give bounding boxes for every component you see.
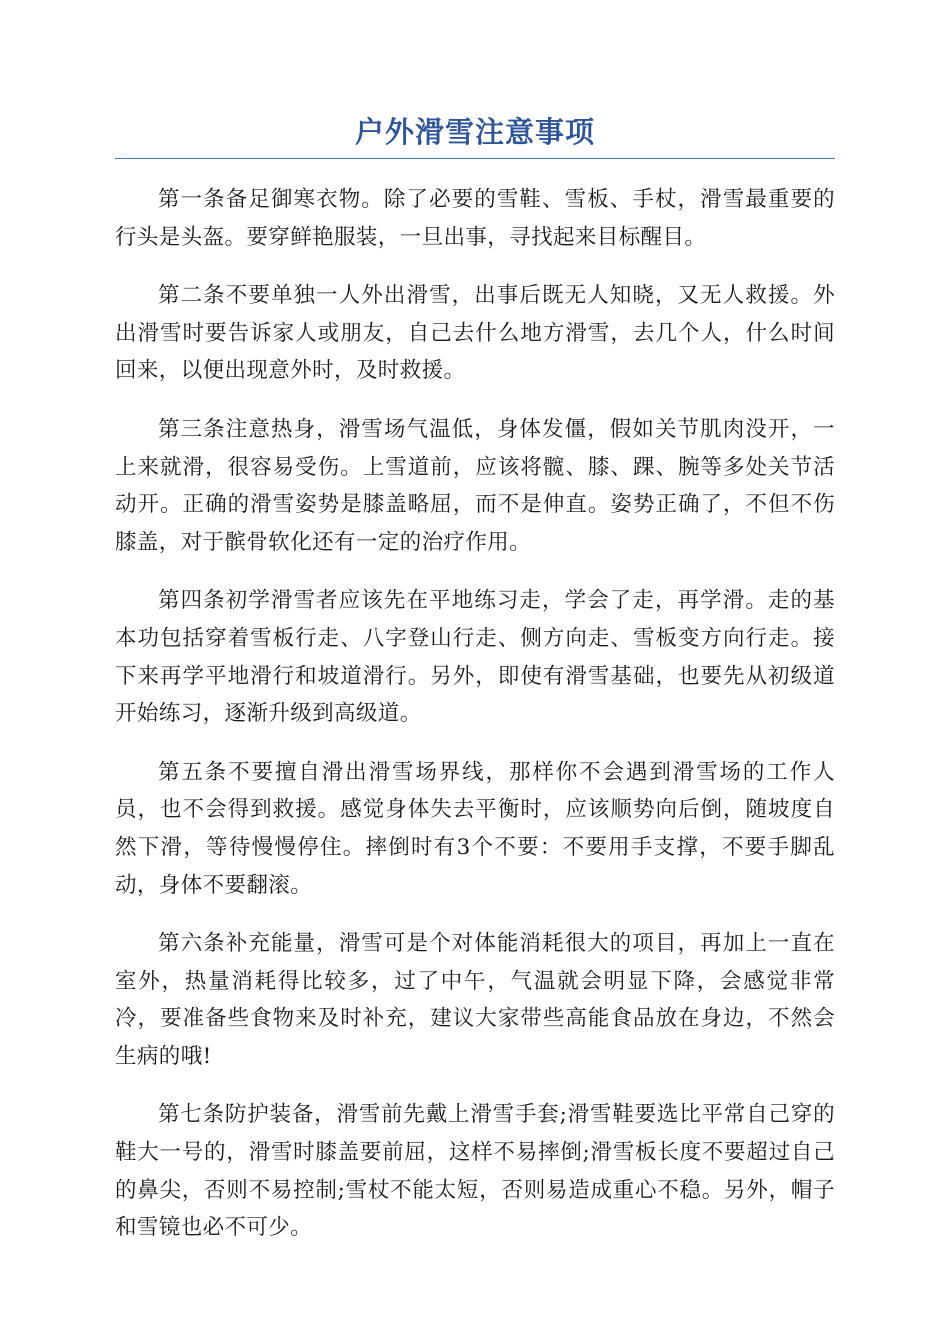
paragraph-6: 第六条补充能量，滑雪可是个对体能消耗很大的项目，再加上一直在室外，热量消耗得比较多，过了中午，气温就会明显下降，会感觉非常冷，要准备些食物来及时补充，建议大家带些高能食品放在身边，不然会生病的哦! xyxy=(115,931,835,1069)
paragraph-3: 第三条注意热身，滑雪场气温低，身体发僵，假如关节肌肉没开，一上来就滑，很容易受伤。上雪道前，应该将髋、膝、踝、腕等多处关节活动开。正确的滑雪姿势是膝盖略屈，而不是伸直。姿势正确了，不但不伤膝盖，对于髌骨软化还有一定的治疗作用。 xyxy=(115,416,835,555)
paragraph-5: 第五条不要擅自滑出滑雪场界线，那样你不会遇到滑雪场的工作人员，也不会得到救援。感觉身体失去平衡时，应该顺势向后倒，随坡度自然下滑，等待慢慢停住。摔倒时有3个不要：不要用手支撑，不要手脚乱动，身体不要翻滚。 xyxy=(115,759,835,898)
title-underline xyxy=(115,158,835,159)
paragraph-1: 第一条备足御寒衣物。除了必要的雪鞋、雪板、手杖，滑雪最重要的行头是头盔。要穿鲜艳服装，一旦出事，寻找起来目标醒目。 xyxy=(115,187,835,250)
paragraph-4: 第四条初学滑雪者应该先在平地练习走，学会了走，再学滑。走的基本功包括穿着雪板行走、八字登山行走、侧方向走、雪板变方向行走。接下来再学平地滑行和坡道滑行。另外，即使有滑雪基础，也要先从初级道开始练习，逐渐升级到高级道。 xyxy=(115,588,835,727)
paragraph-7: 第七条防护装备，滑雪前先戴上滑雪手套;滑雪鞋要选比平常自己穿的鞋大一号的，滑雪时膝盖要前屈，这样不易摔倒;滑雪板长度不要超过自己的鼻尖，否则不易控制;雪杖不能太短，否则易造成重心不稳。另外，帽子和雪镜也必不可少。 xyxy=(115,1102,835,1241)
document-page xyxy=(115,110,835,1268)
document-title: 户外滑雪注意事项 xyxy=(354,115,595,149)
paragraph-2: 第二条不要单独一人外出滑雪，出事后既无人知晓，又无人救援。外出滑雪时要告诉家人或朋友，自己去什么地方滑雪，去几个人，什么时间回来，以便出现意外时，及时救援。 xyxy=(115,283,835,384)
